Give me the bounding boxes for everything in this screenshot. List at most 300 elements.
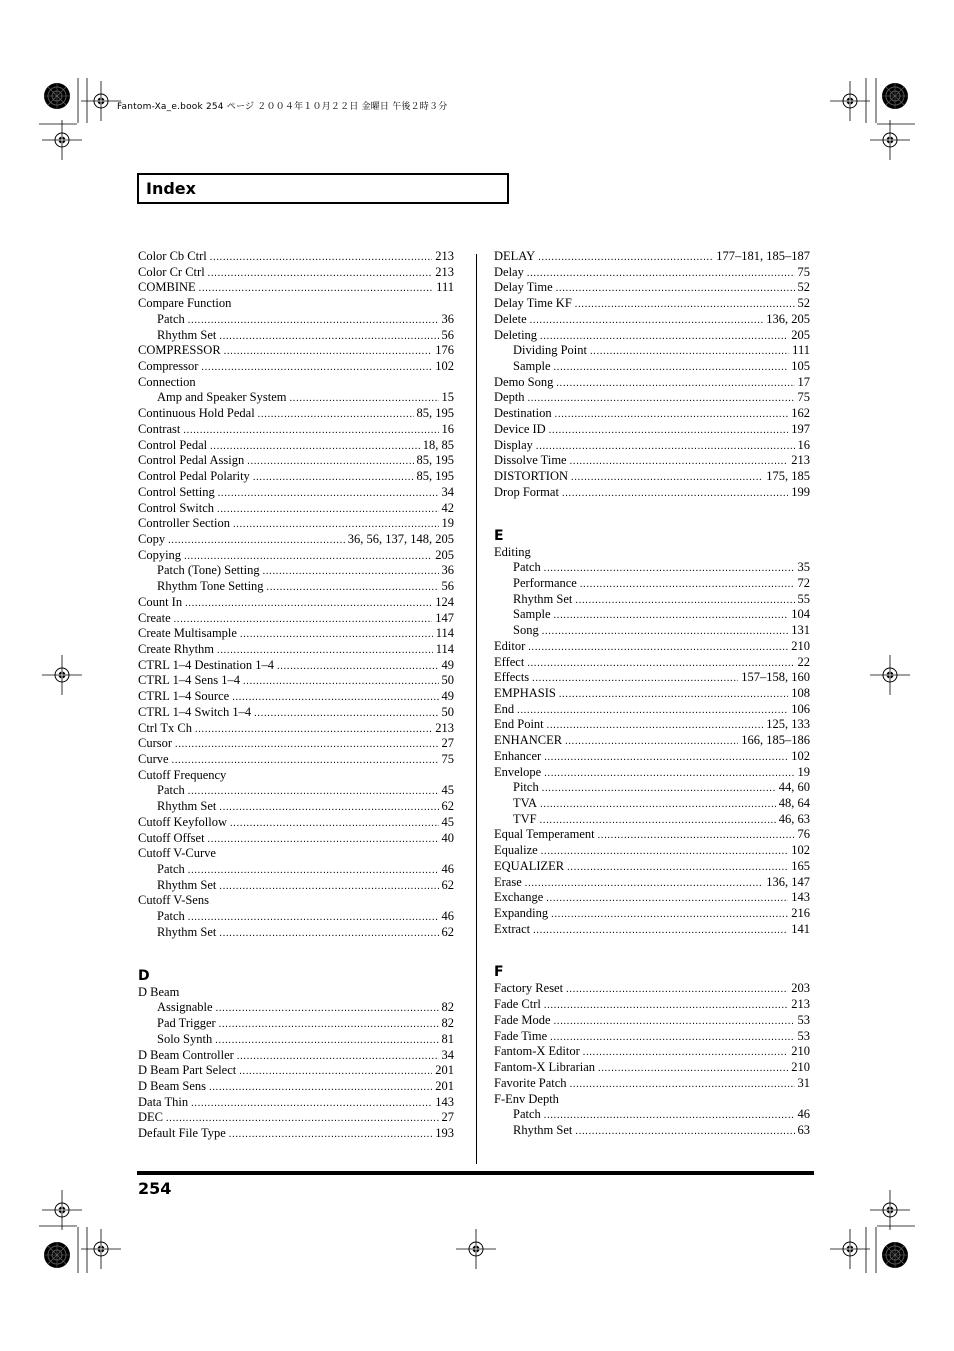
entry-page-ref: 46 xyxy=(441,909,454,924)
entry-page-ref: 193 xyxy=(435,1126,454,1141)
dot-leader xyxy=(554,608,789,624)
entry-label: Patch (Tone) Setting xyxy=(157,563,260,578)
dot-leader xyxy=(528,640,788,656)
index-entry xyxy=(494,469,810,485)
index-entry xyxy=(138,705,454,721)
dot-leader xyxy=(565,734,738,750)
entry-page-ref: 199 xyxy=(791,484,810,499)
index-subentry xyxy=(138,328,454,344)
dot-leader xyxy=(210,250,432,266)
entry-label: Exchange xyxy=(494,890,544,905)
entry-page-ref: 31 xyxy=(797,1075,810,1090)
dot-leader xyxy=(230,816,439,832)
index-entry xyxy=(494,406,810,422)
index-entry xyxy=(494,702,810,718)
index-entry xyxy=(138,768,454,784)
dot-leader xyxy=(232,690,438,706)
dot-leader xyxy=(541,844,789,860)
dot-leader xyxy=(556,376,794,392)
section-letter-d: D xyxy=(138,967,150,984)
entry-label: DISTORTION xyxy=(494,469,569,484)
entry-label: D Beam Controller xyxy=(138,1047,234,1062)
entry-page-ref: 16 xyxy=(441,421,454,436)
entry-label: End xyxy=(494,701,515,716)
entry-label: Curve xyxy=(138,752,169,766)
dot-leader xyxy=(240,627,433,643)
entry-label: Count In xyxy=(138,594,183,609)
dot-leader xyxy=(580,577,795,593)
index-entry xyxy=(138,516,454,532)
entry-label: Depth xyxy=(494,390,525,405)
index-entry xyxy=(494,1092,810,1108)
entry-label: Default File Type xyxy=(138,1126,226,1141)
index-entry xyxy=(138,752,454,768)
index-column-left xyxy=(138,249,454,1142)
entry-page-ref: 216 xyxy=(791,906,810,921)
dot-leader xyxy=(540,813,776,829)
entry-label: Control Switch xyxy=(138,500,215,515)
entry-page-ref: 62 xyxy=(441,877,454,892)
entry-page-ref: 114 xyxy=(435,626,454,641)
index-entry xyxy=(494,1076,810,1092)
entry-page-ref: 166, 185–186 xyxy=(741,733,810,748)
dot-leader xyxy=(219,879,438,895)
entry-label: Cutoff Frequency xyxy=(138,767,227,782)
entry-label: TVF xyxy=(513,811,537,826)
dot-leader xyxy=(188,910,439,926)
index-subentry xyxy=(138,1016,454,1032)
entry-page-ref: 40 xyxy=(441,830,454,845)
registration-mark-icon xyxy=(870,655,910,695)
entry-label: Enhancer xyxy=(494,748,542,763)
entry-page-ref: 176 xyxy=(435,343,454,358)
entry-label: Rhythm Set xyxy=(157,799,217,814)
index-entry xyxy=(494,1060,810,1076)
index-entry xyxy=(494,390,810,406)
index-entry xyxy=(138,343,454,359)
entry-page-ref: 76 xyxy=(797,827,810,842)
dot-leader xyxy=(540,329,788,345)
index-entry xyxy=(494,312,810,328)
index-entry xyxy=(138,815,454,831)
entry-label: Copying xyxy=(138,547,182,562)
entry-label: DEC xyxy=(138,1110,163,1125)
dot-leader xyxy=(217,502,438,518)
index-subentry xyxy=(138,909,454,925)
entry-label: Delete xyxy=(494,311,527,326)
dot-leader xyxy=(544,998,788,1014)
print-header-file-info: Fantom-Xa_e.book 254 ページ ２００４年１０月２２日 金曜日 午後２時３分 xyxy=(117,102,448,112)
entry-page-ref: 50 xyxy=(441,673,454,688)
registration-mark-icon xyxy=(870,120,910,160)
entry-label: Patch xyxy=(157,909,185,924)
entry-label: Rhythm Set xyxy=(513,591,573,606)
entry-page-ref: 53 xyxy=(797,1028,810,1043)
entry-label: Effects xyxy=(494,670,530,685)
entry-page-ref: 165 xyxy=(791,858,810,873)
entry-page-ref: 197 xyxy=(791,421,810,436)
registration-star-icon xyxy=(44,83,70,109)
entry-page-ref: 45 xyxy=(441,814,454,829)
entry-label: Contrast xyxy=(138,421,181,436)
entry-label: COMPRESSOR xyxy=(138,343,221,358)
dot-leader xyxy=(210,439,420,455)
registration-mark-icon xyxy=(42,1190,82,1230)
entry-label: D Beam Part Select xyxy=(138,1063,237,1078)
index-entry xyxy=(138,1048,454,1064)
entry-label: Rhythm Set xyxy=(157,924,217,939)
entry-label: Controller Section xyxy=(138,516,230,531)
dot-leader xyxy=(575,1124,794,1140)
entry-label: Performance xyxy=(513,575,577,590)
index-entry xyxy=(138,453,454,469)
entry-page-ref: 105 xyxy=(791,359,810,374)
entry-page-ref: 27 xyxy=(441,736,454,751)
entry-page-ref: 108 xyxy=(791,685,810,700)
dot-leader xyxy=(217,643,433,659)
entry-page-ref: 44, 60 xyxy=(778,780,810,795)
dot-leader xyxy=(258,407,414,423)
entry-page-ref: 125, 133 xyxy=(766,717,810,732)
entry-label: CTRL 1–4 Source xyxy=(138,689,230,704)
dot-leader xyxy=(201,360,432,376)
entry-page-ref: 56 xyxy=(441,579,454,594)
entry-page-ref: 85, 195 xyxy=(416,469,454,484)
index-entry xyxy=(138,846,454,862)
entry-label: Cutoff Offset xyxy=(138,830,205,845)
index-entry xyxy=(494,922,810,938)
entry-page-ref: 157–158, 160 xyxy=(741,670,810,685)
dot-leader xyxy=(547,718,764,734)
entry-page-ref: 18, 85 xyxy=(422,437,454,452)
entry-label: Fantom-X Librarian xyxy=(494,1060,596,1075)
dot-leader xyxy=(183,423,438,439)
entry-label: Extract xyxy=(494,921,531,936)
registration-mark-icon xyxy=(42,655,82,695)
entry-page-ref: 46 xyxy=(441,862,454,877)
index-entry xyxy=(494,875,810,891)
index-entry xyxy=(138,485,454,501)
entry-label: ENHANCER xyxy=(494,733,563,748)
entry-label: Dissolve Time xyxy=(494,453,567,468)
entry-page-ref: 102 xyxy=(435,359,454,374)
entry-page-ref: 55 xyxy=(797,591,810,606)
dot-leader xyxy=(559,687,788,703)
index-entry xyxy=(494,906,810,922)
dot-leader xyxy=(598,1061,788,1077)
index-subentry xyxy=(494,1123,810,1139)
dot-leader xyxy=(527,656,794,672)
entry-label: Expanding xyxy=(494,906,549,921)
section-letter-f: F xyxy=(494,964,504,981)
dot-leader xyxy=(544,561,795,577)
entry-label: Editing xyxy=(494,544,531,559)
entry-label: Effect xyxy=(494,654,525,669)
index-entry xyxy=(494,438,810,454)
entry-label: EMPHASIS xyxy=(494,685,556,700)
entry-label: CTRL 1–4 Destination 1–4 xyxy=(138,657,274,672)
index-entry xyxy=(138,1126,454,1142)
index-entry xyxy=(494,453,810,469)
column-divider xyxy=(476,254,477,1164)
index-entry xyxy=(138,1095,454,1111)
entry-label: CTRL 1–4 Switch 1–4 xyxy=(138,704,252,719)
index-entry xyxy=(494,890,810,906)
footer-rule xyxy=(137,1171,814,1175)
index-entry xyxy=(494,639,810,655)
index-entry xyxy=(138,831,454,847)
entry-label: End Point xyxy=(494,717,544,732)
entry-label: Assignable xyxy=(157,1000,213,1015)
entry-label: Fade Ctrl xyxy=(494,997,541,1012)
dot-leader xyxy=(188,863,439,879)
entry-label: Pitch xyxy=(513,780,539,795)
index-entry xyxy=(494,1044,810,1060)
dot-leader xyxy=(544,1108,795,1124)
index-entry xyxy=(494,375,810,391)
index-subentry xyxy=(494,343,810,359)
entry-page-ref: 81 xyxy=(441,1031,454,1046)
entry-page-ref: 177–181, 185–187 xyxy=(716,249,810,263)
dot-leader xyxy=(188,784,439,800)
dot-leader xyxy=(195,722,432,738)
entry-label: F-Env Depth xyxy=(494,1091,559,1106)
dot-leader xyxy=(571,470,763,486)
entry-page-ref: 203 xyxy=(791,981,810,996)
index-entry xyxy=(138,611,454,627)
entry-page-ref: 75 xyxy=(441,752,454,766)
index-entry xyxy=(494,981,810,997)
dot-leader xyxy=(184,549,432,565)
dot-leader xyxy=(219,926,438,942)
index-subentry xyxy=(494,780,810,796)
entry-label: Create Rhythm xyxy=(138,641,215,656)
entry-label: Deleting xyxy=(494,327,538,342)
index-entry xyxy=(494,686,810,702)
entry-page-ref: 213 xyxy=(435,264,454,279)
entry-page-ref: 136, 205 xyxy=(766,311,810,326)
entry-page-ref: 213 xyxy=(791,997,810,1012)
index-entry xyxy=(138,406,454,422)
index-subentry xyxy=(494,1107,810,1123)
entry-page-ref: 50 xyxy=(441,704,454,719)
entry-label: Rhythm Tone Setting xyxy=(157,579,264,594)
entry-page-ref: 102 xyxy=(791,843,810,858)
dot-leader xyxy=(554,1014,795,1030)
dot-leader xyxy=(570,454,789,470)
index-entry xyxy=(494,422,810,438)
index-entry xyxy=(138,689,454,705)
entry-page-ref: 34 xyxy=(441,484,454,499)
entry-page-ref: 136, 147 xyxy=(766,874,810,889)
entry-page-ref: 34 xyxy=(441,1047,454,1062)
index-entry xyxy=(138,721,454,737)
entry-label: Control Pedal Polarity xyxy=(138,469,250,484)
index-entry xyxy=(138,548,454,564)
entry-page-ref: 27 xyxy=(441,1110,454,1125)
index-column-right xyxy=(494,249,810,1139)
entry-page-ref: 131 xyxy=(791,623,810,638)
entry-label: Destination xyxy=(494,406,552,421)
entry-page-ref: 62 xyxy=(441,924,454,939)
dot-leader xyxy=(549,423,789,439)
dot-leader xyxy=(185,596,432,612)
entry-label: Dividing Point xyxy=(513,343,587,358)
dot-leader xyxy=(243,674,439,690)
entry-label: Copy xyxy=(138,531,166,546)
dot-leader xyxy=(215,1033,438,1049)
entry-page-ref: 62 xyxy=(441,799,454,814)
entry-page-ref: 85, 195 xyxy=(416,453,454,468)
dot-leader xyxy=(172,753,439,769)
entry-page-ref: 143 xyxy=(791,890,810,905)
index-entry xyxy=(494,827,810,843)
entry-label: Patch xyxy=(157,311,185,326)
dot-leader xyxy=(538,250,713,266)
entry-page-ref: 75 xyxy=(797,264,810,279)
entry-label: Control Pedal Assign xyxy=(138,453,245,468)
index-entry xyxy=(138,1079,454,1095)
entry-page-ref: 124 xyxy=(435,594,454,609)
entry-page-ref: 210 xyxy=(791,1060,810,1075)
dot-leader xyxy=(550,1030,794,1046)
entry-page-ref: 36, 56, 137, 148, 205 xyxy=(347,531,454,546)
index-subentry xyxy=(494,812,810,828)
registration-star-icon xyxy=(882,83,908,109)
entry-page-ref: 49 xyxy=(441,657,454,672)
entry-label: Connection xyxy=(138,374,196,389)
index-subentry xyxy=(138,579,454,595)
index-entry xyxy=(494,296,810,312)
entry-page-ref: 82 xyxy=(441,1000,454,1015)
dot-leader xyxy=(542,781,776,797)
entry-label: Editor xyxy=(494,638,526,653)
dot-leader xyxy=(174,612,433,628)
entry-label: D Beam Sens xyxy=(138,1078,207,1093)
entry-page-ref: 201 xyxy=(435,1078,454,1093)
entry-page-ref: 205 xyxy=(435,547,454,562)
registration-mark-icon xyxy=(830,1229,870,1269)
entry-page-ref: 210 xyxy=(791,638,810,653)
entry-label: DELAY xyxy=(494,249,536,263)
index-entry xyxy=(494,717,810,733)
entry-label: CTRL 1–4 Sens 1–4 xyxy=(138,673,240,688)
entry-label: EQUALIZER xyxy=(494,858,565,873)
index-subentry xyxy=(138,390,454,406)
index-subentry xyxy=(494,796,810,812)
entry-page-ref: 213 xyxy=(791,453,810,468)
dot-leader xyxy=(575,593,794,609)
dot-leader xyxy=(567,860,788,876)
index-entry xyxy=(138,422,454,438)
entry-label: Rhythm Set xyxy=(157,327,217,342)
entry-label: Ctrl Tx Ch xyxy=(138,720,192,735)
dot-leader xyxy=(233,517,439,533)
index-subentry xyxy=(494,359,810,375)
entry-label: Fade Time xyxy=(494,1028,548,1043)
dot-leader xyxy=(566,982,788,998)
entry-page-ref: 56 xyxy=(441,327,454,342)
entry-page-ref: 17 xyxy=(797,374,810,389)
entry-page-ref: 19 xyxy=(441,516,454,531)
dot-leader xyxy=(583,1045,788,1061)
dot-leader xyxy=(229,1127,432,1143)
index-subentry xyxy=(138,783,454,799)
entry-page-ref: 45 xyxy=(441,783,454,798)
entry-page-ref: 111 xyxy=(436,280,454,295)
entry-label: Control Setting xyxy=(138,484,215,499)
registration-mark-icon xyxy=(830,81,870,121)
entry-label: Patch xyxy=(513,560,541,575)
dot-leader xyxy=(208,832,439,848)
entry-label: Drop Format xyxy=(494,484,559,499)
entry-label: Favorite Patch xyxy=(494,1075,567,1090)
entry-page-ref: 201 xyxy=(435,1063,454,1078)
index-entry xyxy=(494,1029,810,1045)
dot-leader xyxy=(219,800,438,816)
dot-leader xyxy=(254,706,438,722)
dot-leader xyxy=(168,533,345,549)
entry-label: Erase xyxy=(494,874,522,889)
entry-label: Color Cr Ctrl xyxy=(138,264,205,279)
registration-star-icon xyxy=(882,1242,908,1268)
index-entry xyxy=(494,859,810,875)
dot-leader xyxy=(191,1096,432,1112)
page-title: Index xyxy=(146,179,196,198)
entry-label: Cursor xyxy=(138,736,173,751)
dot-leader xyxy=(218,486,439,502)
entry-label: Fade Mode xyxy=(494,1012,551,1027)
entry-page-ref: 102 xyxy=(791,748,810,763)
index-subentry xyxy=(494,607,810,623)
entry-page-ref: 63 xyxy=(797,1122,810,1137)
dot-leader xyxy=(555,407,789,423)
dot-leader xyxy=(554,360,789,376)
registration-mark-icon xyxy=(456,1229,496,1269)
index-entry xyxy=(494,265,810,281)
entry-page-ref: 213 xyxy=(435,249,454,263)
entry-label: D Beam xyxy=(138,984,180,999)
entry-page-ref: 114 xyxy=(435,641,454,656)
dot-leader xyxy=(199,281,434,297)
entry-page-ref: 22 xyxy=(797,654,810,669)
index-subentry xyxy=(494,623,810,639)
entry-label: Demo Song xyxy=(494,374,554,389)
entry-label: Control Pedal xyxy=(138,437,208,452)
dot-leader xyxy=(209,1080,432,1096)
dot-leader xyxy=(247,454,413,470)
dot-leader xyxy=(544,750,788,766)
entry-label: Sample xyxy=(513,607,551,622)
dot-leader xyxy=(528,391,795,407)
entry-label: Pad Trigger xyxy=(157,1016,216,1031)
entry-label: COMBINE xyxy=(138,280,196,295)
index-subentry xyxy=(138,925,454,941)
entry-page-ref: 36 xyxy=(441,563,454,578)
entry-label: Equal Temperament xyxy=(494,827,595,842)
index-subentry xyxy=(138,799,454,815)
dot-leader xyxy=(598,828,795,844)
entry-label: TVA xyxy=(513,796,538,810)
index-subentry xyxy=(138,862,454,878)
index-entry xyxy=(138,673,454,689)
dot-leader xyxy=(290,391,439,407)
dot-leader xyxy=(570,1077,795,1093)
index-entry xyxy=(494,843,810,859)
index-subentry xyxy=(494,576,810,592)
index-entry xyxy=(138,249,454,265)
index-entry xyxy=(138,265,454,281)
